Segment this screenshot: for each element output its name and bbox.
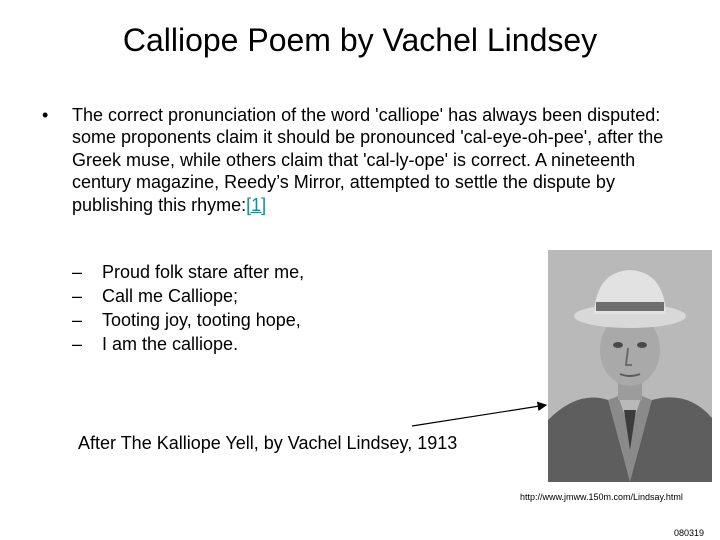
poem-line-text: I am the calliope. xyxy=(102,334,239,354)
poem-line-text: Proud folk stare after me, xyxy=(102,262,305,282)
poem-caption: After The Kalliope Yell, by Vachel Lindsey, 1913 xyxy=(78,433,458,453)
poem-line-text: Tooting joy, tooting hope, xyxy=(102,310,301,330)
intro-paragraph-text: The correct pronunciation of the word 'calliope' has always been disputed: some proponents claim it should be pronounced 'cal-eye-oh-pee', after the Greek muse, while others claim that 'cal-ly-ope' is correct. A nineteenth century magazine, Reedy’s Mirror, attempted to settle the dispute by publishing this rhyme: xyxy=(72,105,664,215)
slide-title: Calliope Poem by Vachel Lindsey xyxy=(122,22,598,58)
reference-link[interactable]: [1] xyxy=(246,194,267,215)
bullet-marker: • xyxy=(42,105,49,125)
dash-marker: – xyxy=(72,262,83,282)
poem-line-text: Call me Calliope; xyxy=(102,286,239,306)
dash-marker: – xyxy=(72,310,83,330)
dash-marker: – xyxy=(72,286,83,306)
image-source-url: http://www.jmww.150m.com/Lindsay.html xyxy=(520,492,683,502)
slide-code: 080319 xyxy=(674,528,705,538)
dash-marker: – xyxy=(72,334,83,354)
